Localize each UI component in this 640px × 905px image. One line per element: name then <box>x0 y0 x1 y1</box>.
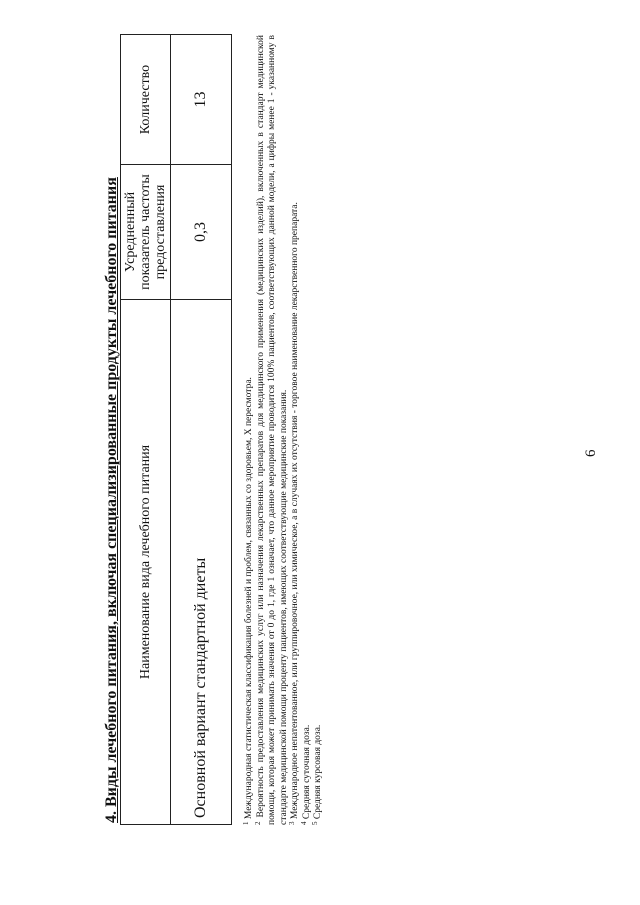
footnote-text: Средняя суточная доза. <box>301 724 312 820</box>
footnote-mark: 3 <box>288 821 296 825</box>
cell-quantity: 13 <box>171 35 232 165</box>
footnote-mark: 5 <box>311 821 319 825</box>
header-frequency: Усредненный показатель частоты предоставления <box>121 165 171 300</box>
footnote-text: Международное непатентованное, или группировочное, или химическое, а в случаях их отсутствия - торговое наименование лекарственного препарата. <box>290 202 300 820</box>
footnote-mark: 1 <box>242 821 250 825</box>
page-number: 6 <box>583 449 599 457</box>
cell-frequency: 0,3 <box>171 165 232 300</box>
table-row <box>171 35 232 825</box>
footnote <box>313 35 325 825</box>
footnote <box>253 34 291 825</box>
footnote-mark: 2 <box>253 821 262 825</box>
footnote <box>290 35 302 825</box>
footnote <box>244 35 256 825</box>
footnote-mark: 4 <box>299 821 308 825</box>
footnotes <box>244 35 325 825</box>
header-name: Наименование вида лечебного питания <box>121 300 171 825</box>
table-header-row <box>121 35 171 825</box>
footnote-text: Вероятность предоставления медицинских услуг или назначения лекарственных препаратов для медицинского применения (медицинских изделий), включенных в стандарт медицинской помощи, которая может принимать значения от 0 до 1, где 1 означает, что данное мероприятие проводится 100% пациентов, соответствующих данной модели, а цифры менее 1 - указанному в стандарте медицинской помощи проценту пациентов, имеющих соответствующие медицинские показания. <box>255 34 289 825</box>
footnote-text: Средняя курсовая доза. <box>313 724 323 820</box>
footnote-text: Международная статистическая классификация болезней и проблем, связанных со здоровьем, X пересмотра. <box>244 377 254 820</box>
cell-diet-name: Основной вариант стандартной диеты <box>171 300 232 825</box>
footnote <box>299 35 314 825</box>
header-quantity: Количество <box>121 35 171 165</box>
section-title: 4. Виды лечебного питания, включая специализированные продукты лечебного питания <box>103 177 120 823</box>
nutrition-table <box>120 34 232 825</box>
